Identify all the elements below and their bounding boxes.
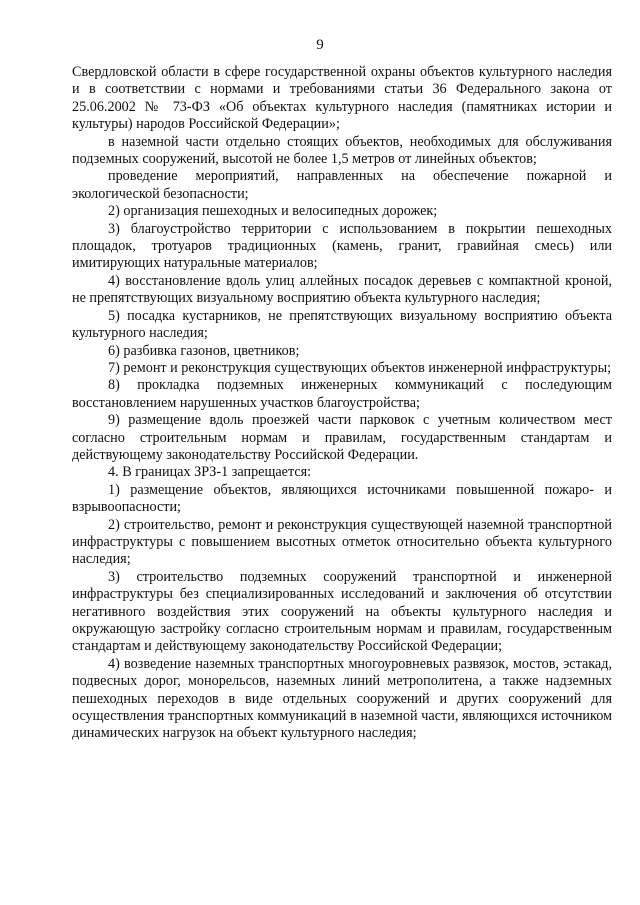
- list-item: 4) возведение наземных транспортных многоуровневых развязок, мостов, эстакад, подвесных дорог, монорельсов, наземных линий метрополитена, а также надземных пешеходных переходов в виде отдельных сооружений и других сооружений для осуществления транспортных коммуникаций в наземной части, являющихся источником динамических нагрузок на объект культурного наследия;: [72, 655, 612, 742]
- list-item: 7) ремонт и реконструкция существующих объектов инженерной инфраструктуры;: [108, 359, 612, 376]
- list-item: 9) размещение вдоль проезжей части парковок с учетным количеством мест согласно строительным нормам и правилам, государственным стандартам и действующему законодательству Российской Федерации.: [72, 412, 612, 463]
- section-heading: 4. В границах ЗРЗ-1 запрещается:: [108, 464, 312, 481]
- list-item: 2) строительство, ремонт и реконструкция существующей наземной транспортной инфраструктуры с повышением высотных отметок относительно объекта культурного наследия;: [72, 516, 612, 568]
- paragraph-continuation: Свердловской области в сфере государственной охраны объектов культурного наследия и в соответствии с нормами и требованиями статьи 36 Федерального закона от 25.06.2002 № 73-ФЗ «Об объектах культурного наследия (памятниках истории и культуры) народов Российской Федерации»;: [72, 64, 612, 133]
- document-body: [72, 64, 612, 743]
- list-item: 4) восстановление вдоль улиц аллейных посадок деревьев с компактной кроной, не препятствующих визуальному восприятию объекта культурного наследия;: [72, 272, 612, 307]
- list-item: 6) разбивка газонов, цветников;: [108, 342, 300, 359]
- list-item: 8) прокладка подземных инженерных коммуникаций с последующим восстановлением нарушенных участков благоустройства;: [72, 377, 612, 411]
- paragraph: в наземной части отдельно стоящих объектов, необходимых для обслуживания подземных сооружений, высотой не более 1,5 метров от линейных объектов;: [72, 133, 612, 168]
- list-item: 2) организация пешеходных и велосипедных дорожек;: [108, 203, 438, 220]
- list-item: 5) посадка кустарников, не препятствующих визуальному восприятию объекта культурного наследия;: [72, 307, 612, 342]
- page-number: 9: [316, 37, 324, 53]
- paragraph: проведение мероприятий, направленных на обеспечение пожарной и экологической безопасности;: [72, 168, 612, 202]
- list-item: 1) размещение объектов, являющихся источниками повышенной пожаро- и взрывоопасности;: [72, 481, 612, 516]
- list-item: 3) благоустройство территории с использованием в покрытии пешеходных площадок, тротуаров традиционных (камень, гранит, гравийная смесь) или имитирующих натуральные материалов;: [72, 220, 612, 272]
- list-item: 3) строительство подземных сооружений транспортной и инженерной инфраструктуры без специализированных исследований и заключения об отсутствии негативного воздействия этих сооружений на объекты культурного наследия и окружающую застройку согласно строительным нормам и правилам, государственным стандартам и действующему законодательству Российской Федерации;: [72, 568, 612, 655]
